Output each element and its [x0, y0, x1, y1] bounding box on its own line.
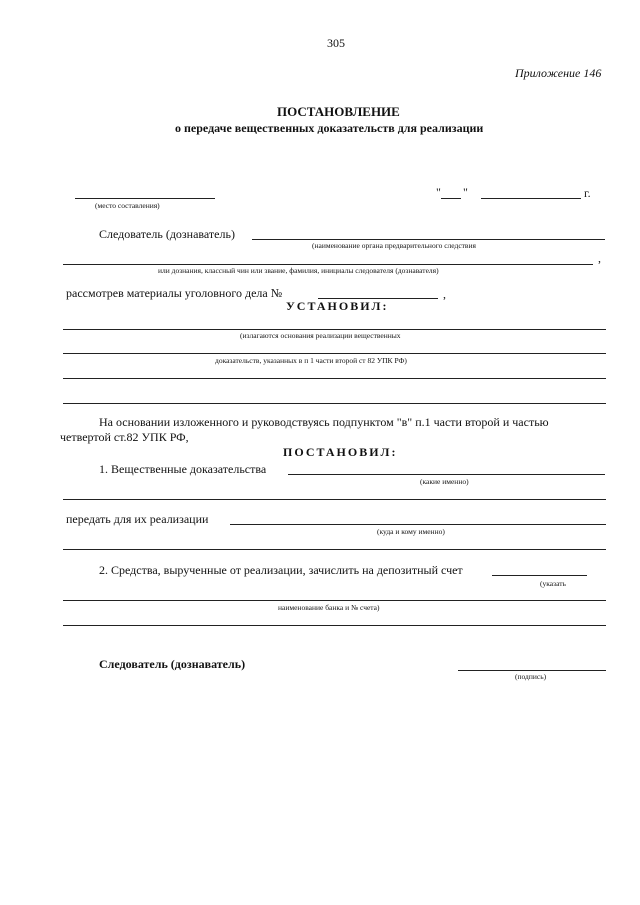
page-number: 305 — [327, 36, 345, 50]
place-line — [75, 198, 215, 199]
item2-caption-1: (указать — [540, 579, 566, 588]
item1-caption: (какие именно) — [420, 477, 469, 486]
date-quote-close: " — [463, 185, 468, 199]
established-line-2 — [63, 353, 606, 354]
established-caption-2: доказательств, указанных в п 1 части второй ст 82 УПК РФ) — [215, 356, 407, 365]
signature-caption: (подпись) — [515, 672, 547, 681]
investigator-caption-1: (наименование органа предварительного следствия — [312, 241, 476, 250]
established-line-3 — [63, 378, 606, 379]
established-line-4 — [63, 403, 606, 404]
signature-label: Следователь (дознаватель) — [99, 657, 246, 671]
investigator-comma: , — [598, 251, 601, 265]
document-title: ПОСТАНОВЛЕНИЕ — [277, 104, 400, 119]
date-day-line — [441, 198, 461, 199]
established-line-1 — [63, 329, 606, 330]
transfer-caption: (куда и кому именно) — [377, 527, 445, 536]
year-suffix: г. — [584, 186, 591, 200]
item2-label: 2. Средства, вырученные от реализации, зачислить на депозитный счет — [99, 563, 463, 577]
item2-caption-2: наименование банка и № счета) — [278, 603, 380, 612]
transfer-line-2 — [63, 549, 606, 550]
basis-line-1: На основании изложенного и руководствуясь подпунктом "в" п.1 части второй и частью — [99, 415, 549, 429]
item2-line-2 — [63, 600, 606, 601]
signature-line — [458, 670, 606, 671]
date-month-line — [481, 198, 581, 199]
investigator-line-1 — [252, 239, 605, 240]
item1-line-2 — [63, 499, 606, 500]
established-heading: УСТАНОВИЛ: — [286, 299, 389, 313]
date-quote-open: " — [436, 185, 441, 199]
case-comma: , — [443, 287, 446, 301]
item2-line-3 — [63, 625, 606, 626]
item1-line — [288, 474, 605, 475]
investigator-label: Следователь (дознаватель) — [99, 227, 235, 241]
item1-label: 1. Вещественные доказательства — [99, 462, 267, 476]
document-subtitle: о передаче вещественных доказательств для реализации — [175, 121, 484, 135]
established-caption-1: (излагаются основания реализации вещественных — [240, 331, 401, 340]
case-label: рассмотрев материалы уголовного дела № — [66, 286, 283, 300]
item2-line — [492, 575, 587, 576]
investigator-caption-2: или дознания, классный чин или звание, фамилия, инициалы следователя (дознавателя) — [158, 266, 439, 275]
appendix-label: Приложение 146 — [515, 66, 602, 80]
resolved-heading: ПОСТАНОВИЛ: — [283, 445, 398, 459]
place-caption: (место составления) — [95, 201, 160, 210]
transfer-label: передать для их реализации — [66, 512, 209, 526]
investigator-line-2 — [63, 264, 593, 265]
basis-line-2: четвертой ст.82 УПК РФ, — [60, 430, 189, 444]
transfer-line — [230, 524, 606, 525]
